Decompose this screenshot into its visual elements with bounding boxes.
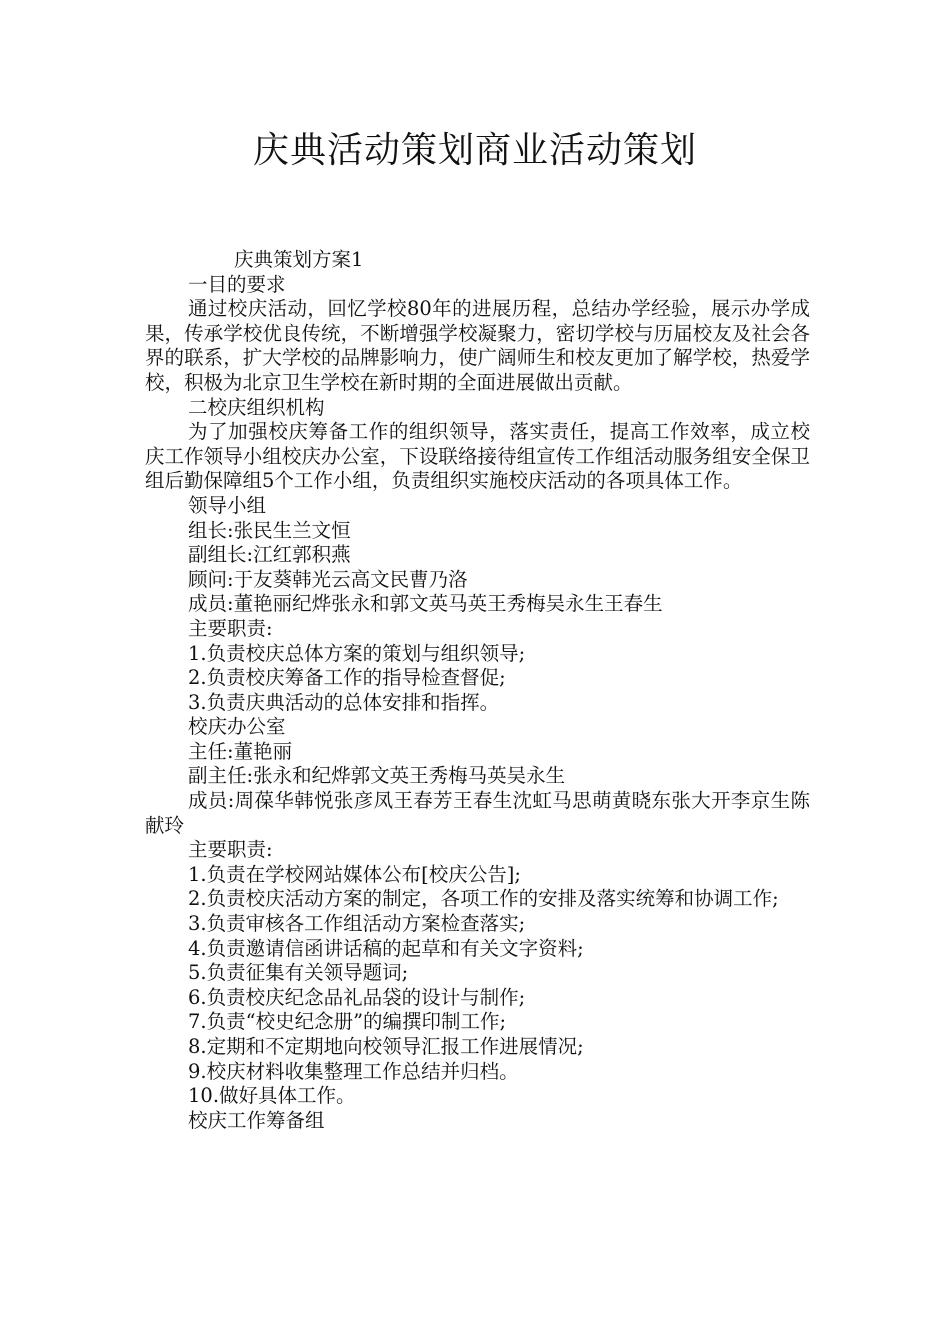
paragraph: 校庆工作筹备组 (188, 1108, 325, 1132)
paragraph: 成员:董艳丽纪烨张永和郭文英马英王秀梅吴永生王春生 (188, 592, 663, 616)
paragraph: 8.定期和不定期地向校领导汇报工作进展情况; (188, 1035, 584, 1058)
paragraph: 组长:张民生兰文恒 (188, 518, 351, 542)
paragraph: 二校庆组织机构 (188, 395, 325, 419)
paragraph: 4.负责邀请信函讲话稿的起草和有关文字资料; (188, 936, 584, 960)
paragraph: 2.负责校庆筹备工作的指导检查督促; (188, 666, 506, 690)
paragraph: 顾问:于友葵韩光云高文民曹乃洛 (188, 567, 468, 591)
paragraph: 1.负责在学校网站媒体公布[校庆公告]; (188, 862, 521, 886)
paragraph: 6.负责校庆纪念品礼品袋的设计与制作; (188, 985, 526, 1009)
paragraph: 9.校庆材料收集整理工作总结并归档。 (188, 1059, 519, 1083)
paragraph: 成员:周葆华韩悦张彦凤王春芳王春生沈虹马思萌黄晓东张大开李京生陈献玲 (145, 789, 810, 837)
paragraph: 5.负责征集有关领导题词; (188, 961, 409, 985)
paragraph: 为了加强校庆筹备工作的组织领导，落实责任，提高工作效率，成立校庆工作领导小组校庆办公室，下设联络接待组宣传工作组活动服务组安全保卫组后勤保障组5个工作小组，负责组织实施校庆活动的各项具体工作。 (145, 420, 810, 493)
paragraph: 副主任:张永和纪烨郭文英王秀梅马英吴永生 (188, 764, 566, 788)
document-body (145, 248, 810, 1133)
paragraph: 通过校庆活动，回忆学校80年的进展历程，总结办学经验，展示办学成果，传承学校优良传统，不断增强学校凝聚力，密切学校与历届校友及社会各界的联系，扩大学校的品牌影响力，使广阔师生和校友更加了解学校，热爱学校，积极为北京卫生学校在新时期的全面进展做出贡献。 (145, 297, 810, 394)
paragraph: 3.负责庆典活动的总体安排和指挥。 (188, 690, 500, 714)
paragraph: 主要职责: (188, 838, 273, 862)
paragraph: 领导小组 (188, 493, 267, 517)
paragraph: 7.负责“校史纪念册”的编撰印制工作; (188, 1010, 507, 1034)
paragraph: 主要职责: (188, 616, 273, 640)
paragraph: 10.做好具体工作。 (188, 1084, 356, 1108)
paragraph: 1.负责校庆总体方案的策划与组织领导; (188, 641, 526, 665)
paragraph: 副组长:江红郭积燕 (188, 543, 351, 567)
paragraph: 3.负责审核各工作组活动方案检查落实; (188, 912, 526, 936)
document-title: 庆典活动策划商业活动策划 (252, 130, 697, 171)
paragraph: 校庆办公室 (188, 715, 286, 739)
paragraph: 2.负责校庆活动方案的制定，各项工作的安排及落实统筹和协调工作; (188, 887, 779, 911)
paragraph: 庆典策划方案1 (234, 248, 364, 271)
paragraph: 一目的要求 (188, 272, 286, 296)
paragraph: 主任:董艳丽 (188, 739, 293, 763)
